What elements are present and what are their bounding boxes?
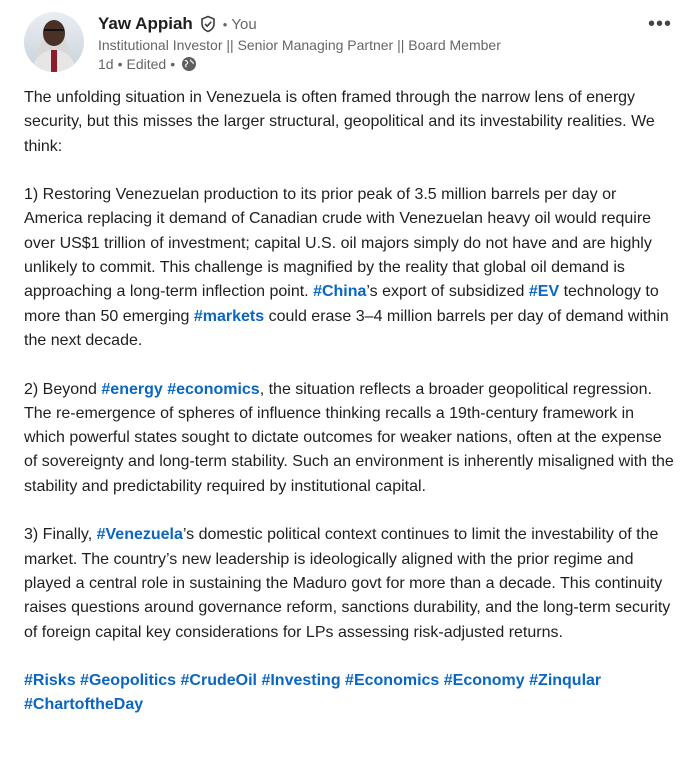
paragraph-gap [24, 353, 674, 377]
relation-label: You [231, 15, 257, 33]
name-row [98, 12, 632, 36]
post-time: 1d [98, 56, 114, 72]
text-segment: 2) Beyond [24, 380, 102, 398]
post-paragraph-1 [24, 183, 674, 353]
hashtag-link[interactable]: #China [313, 283, 367, 301]
edited-label: Edited [126, 56, 167, 72]
hashtag-link[interactable]: #CrudeOil [180, 672, 257, 690]
hashtag-link[interactable]: #Geopolitics [80, 672, 177, 690]
hashtag-link[interactable]: #energy [101, 380, 163, 398]
text-segment: 3) Finally, [24, 526, 97, 544]
text-segment: ’s domestic political context continues to limit the investability of the market. The country’s new leadership is ideologically aligned with the prior regime and played a central role in sustaining the Maduro govt for more than a decade. This continuity raises questions around governance reform, sanctions durability, and the long-term security of foreign capital key considerations for LPs assessing risk-adjusted returns. [24, 526, 671, 641]
separator-dot: • [222, 16, 228, 32]
avatar-tie [51, 50, 57, 72]
author-meta [98, 12, 632, 74]
separator-dot: • [170, 56, 176, 72]
post-intro: The unfolding situation in Venezuela is often framed through the narrow lens of energy security, but this misses the larger structural, geopolitical and its investability realities. We think: [24, 89, 655, 155]
paragraph-gap [24, 499, 674, 523]
paragraph-gap [24, 159, 674, 183]
hashtag-link[interactable]: #Venezuela [96, 526, 183, 544]
post-timeline [98, 54, 632, 74]
hashtag-link[interactable]: #Risks [24, 672, 76, 690]
author-headline: Institutional Investor || Senior Managing Partner || Board Member [98, 37, 501, 53]
post-header [24, 12, 672, 76]
hashtag-link[interactable]: #Economy [443, 672, 525, 690]
avatar-glasses [44, 29, 64, 36]
hashtag-link[interactable]: #markets [193, 307, 265, 325]
avatar[interactable] [24, 12, 84, 72]
separator-dot: • [117, 56, 123, 72]
hashtag-link[interactable]: #Economics [345, 672, 440, 690]
globe-icon [181, 56, 197, 72]
text-segment: 1) Restoring Venezuelan production to its prior peak of 3.5 million barrels per day or America replacing it demand of Canadian crude with Venezuelan heavy oil would require over US$1 trillion of investment; capital U.S. oil majors simply do not have and are highly unlikely to commit. This challenge is magnified by the reality that global oil demand is approaching a long-term inflection point. [24, 186, 652, 301]
text-segment: ’s export of subsidized [366, 283, 529, 301]
hashtag-link[interactable]: #Investing [261, 672, 341, 690]
post-paragraph-3 [24, 523, 674, 644]
hashtag-link[interactable]: #economics [167, 380, 260, 398]
author-name[interactable]: Yaw Appiah [98, 14, 193, 33]
hashtag-list [24, 669, 674, 718]
text-segment: technology to more than 50 emerging [24, 283, 659, 325]
hashtag-link[interactable]: #Zinqular [529, 672, 602, 690]
hashtag-link[interactable]: #EV [528, 283, 560, 301]
shield-check-icon [199, 15, 217, 33]
text-segment: could erase 3–4 million barrels per day of demand within the next decade. [24, 307, 669, 349]
more-options-icon[interactable]: ••• [648, 13, 673, 35]
post-body [24, 86, 674, 718]
post-paragraph-2 [24, 378, 674, 499]
hashtag-link[interactable]: #ChartoftheDay [24, 696, 144, 714]
text-segment: , the situation reflects a broader geopolitical regression. The re-emergence of spheres of influence thinking recalls a 19th-century framework in which powerful states sought to dictate outcomes for weaker nations, often at the expense of sovereignty and long-term stability. Such an environment is inherently misaligned with the stability and predictability required by institutional capital. [24, 380, 674, 495]
